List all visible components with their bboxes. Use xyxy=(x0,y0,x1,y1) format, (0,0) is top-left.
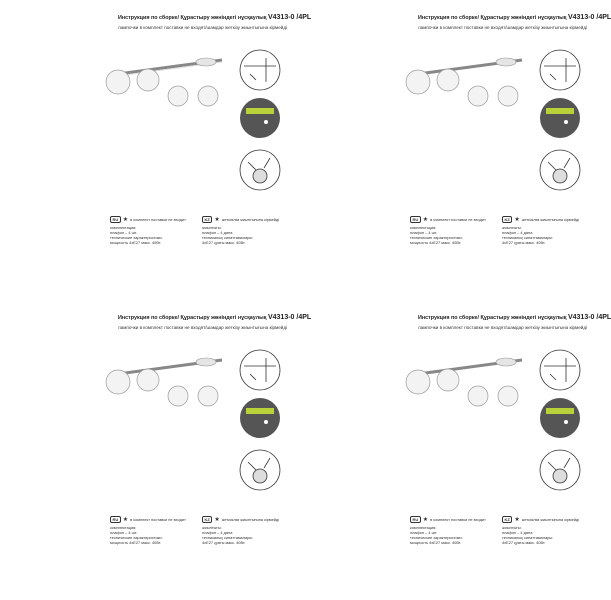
kit-value: плафон – 4 дана xyxy=(502,530,533,535)
kit-label: жиынтығы: xyxy=(202,525,222,530)
spec-label: технические характеристики: xyxy=(410,535,463,540)
star-icon: ★ xyxy=(214,217,220,223)
speech-bubble-icon: RU xyxy=(110,216,121,223)
kit-value: плафон – 4 дана xyxy=(202,230,233,235)
kz-column xyxy=(202,216,292,245)
spec-label: технические характеристики: xyxy=(410,235,463,240)
kit-label: жиынтығы: xyxy=(502,225,522,230)
speech-bubble-icon: KZ xyxy=(502,516,512,523)
model-number: V4313-0 /4PL xyxy=(267,314,312,321)
ru-column xyxy=(410,216,500,245)
kit-value: плафон – 4 шт. xyxy=(410,530,438,535)
star-icon: ★ xyxy=(422,217,429,223)
not-included-text: жеткізілім жиынтығына кірмейді xyxy=(521,217,580,222)
lamp-illustration xyxy=(98,40,228,120)
assembly-steps xyxy=(226,346,288,496)
model-number: V4313-0 /4PL xyxy=(567,14,611,21)
spec-label: технические характеристики: xyxy=(110,535,163,540)
kit-label: комплектация: xyxy=(410,225,437,230)
specification-notes xyxy=(410,516,590,556)
model-number: V4313-0 /4PL xyxy=(567,314,611,321)
spec-label: техникалық сипаттамалары: xyxy=(202,235,254,240)
bulbs-not-included-note: лампочки в комплект поставки не входят/шамдар жеткізу жиынтығына кірмейді xyxy=(418,325,588,330)
bulbs-not-included-note: лампочки в комплект поставки не входят/шамдар жеткізу жиынтығына кірмейді xyxy=(418,25,588,30)
spec-value: мощность 4xE27 макс. 40Вт. xyxy=(410,240,462,245)
bulbs-not-included-note: лампочки в комплект поставки не входят/шамдар жеткізу жиынтығына кірмейді xyxy=(118,325,288,330)
kit-value: плафон – 4 шт. xyxy=(410,230,438,235)
title-text: Инструкция по сборке/ Құрастыру жөніндегі нұсқаулық xyxy=(118,15,267,21)
spec-label: технические характеристики: xyxy=(110,235,163,240)
kz-column xyxy=(202,516,292,545)
ru-column xyxy=(110,216,200,245)
kit-label: комплектация: xyxy=(410,525,437,530)
assembly-steps xyxy=(526,346,588,496)
instruction-sheet xyxy=(0,300,312,600)
lamp-illustration xyxy=(98,340,228,420)
speech-bubble-icon: RU xyxy=(410,216,421,223)
spec-value: 4xE27 қуаты макс. 40Вт. xyxy=(202,240,246,245)
specification-notes xyxy=(410,216,590,256)
spec-value: мощность 4xE27 макс. 40Вт. xyxy=(110,540,162,545)
ru-column xyxy=(110,516,200,545)
spec-value: 4xE27 қуаты макс. 40Вт. xyxy=(502,240,546,245)
not-included-text: жеткізілім жиынтығына кірмейді xyxy=(221,517,280,522)
spec-label: техникалық сипаттамалары: xyxy=(202,535,254,540)
star-icon: ★ xyxy=(122,217,129,223)
instruction-sheet xyxy=(0,0,312,300)
instruction-sheet xyxy=(300,0,611,300)
spec-label: техникалық сипаттамалары: xyxy=(502,235,554,240)
lamp-illustration xyxy=(398,340,528,420)
not-included-text: жеткізілім жиынтығына кірмейді xyxy=(221,217,280,222)
specification-notes xyxy=(110,516,290,556)
spec-value: 4xE27 қуаты макс. 40Вт. xyxy=(502,540,546,545)
assembly-steps xyxy=(226,46,288,196)
lamp-illustration xyxy=(398,40,528,120)
speech-bubble-icon: RU xyxy=(410,516,421,523)
specification-notes xyxy=(110,216,290,256)
spec-value: мощность 4xE27 макс. 40Вт. xyxy=(110,240,162,245)
speech-bubble-icon: KZ xyxy=(202,216,212,223)
title-text: Инструкция по сборке/ Құрастыру жөніндегі нұсқаулық xyxy=(418,315,567,321)
speech-bubble-icon: KZ xyxy=(202,516,212,523)
assembly-steps xyxy=(526,46,588,196)
spec-value: мощность 4xE27 макс. 40Вт. xyxy=(410,540,462,545)
not-included-text: в комплект поставки не входит xyxy=(130,217,186,222)
kit-value: плафон – 4 дана xyxy=(202,530,233,535)
star-icon: ★ xyxy=(514,517,520,523)
kz-column xyxy=(502,516,592,545)
title-text: Инструкция по сборке/ Құрастыру жөніндегі нұсқаулық xyxy=(418,15,567,21)
not-included-text: жеткізілім жиынтығына кірмейді xyxy=(521,517,580,522)
star-icon: ★ xyxy=(122,517,129,523)
ru-column xyxy=(410,516,500,545)
step-3-shade xyxy=(240,150,280,190)
instruction-sheet xyxy=(300,300,611,600)
speech-bubble-icon: KZ xyxy=(502,216,512,223)
step-1-mounting xyxy=(240,50,280,90)
spec-label: техникалық сипаттамалары: xyxy=(502,535,554,540)
sheet-title xyxy=(118,314,311,321)
not-included-text: в комплект поставки не входит xyxy=(430,217,486,222)
kit-label: жиынтығы: xyxy=(502,525,522,530)
step-2-canopy xyxy=(240,98,280,138)
star-icon: ★ xyxy=(214,517,220,523)
kz-column xyxy=(502,216,592,245)
kit-value: плафон – 4 шт. xyxy=(110,530,138,535)
sheet-title xyxy=(118,14,311,21)
kit-label: жиынтығы: xyxy=(202,225,222,230)
kit-value: плафон – 4 дана xyxy=(502,230,533,235)
not-included-text: в комплект поставки не входит xyxy=(130,517,186,522)
star-icon: ★ xyxy=(514,217,520,223)
kit-label: комплектация: xyxy=(110,225,137,230)
sheet-title xyxy=(418,14,611,21)
kit-value: плафон – 4 шт. xyxy=(110,230,138,235)
not-included-text: в комплект поставки не входит xyxy=(430,517,486,522)
speech-bubble-icon: RU xyxy=(110,516,121,523)
title-text: Инструкция по сборке/ Құрастыру жөніндегі нұсқаулық xyxy=(118,315,267,321)
model-number: V4313-0 /4PL xyxy=(267,14,312,21)
spec-value: 4xE27 қуаты макс. 40Вт. xyxy=(202,540,246,545)
kit-label: комплектация: xyxy=(110,525,137,530)
sheet-title xyxy=(418,314,611,321)
bulbs-not-included-note: лампочки в комплект поставки не входят/шамдар жеткізу жиынтығына кірмейді xyxy=(118,25,288,30)
lamp-shades xyxy=(106,69,218,106)
star-icon: ★ xyxy=(422,517,429,523)
